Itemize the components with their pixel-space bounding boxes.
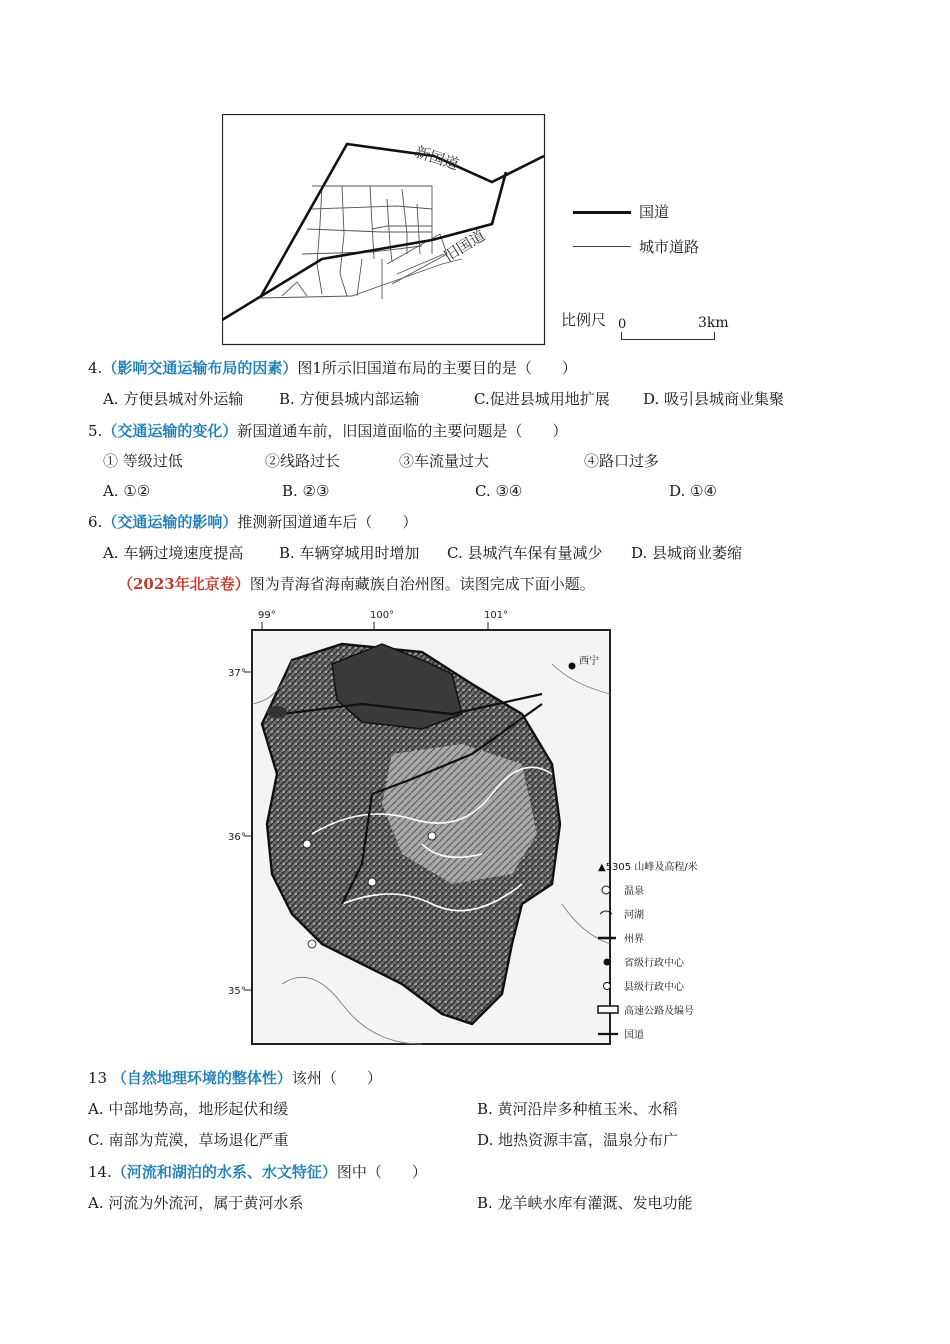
prefecture-map-svg [222, 604, 722, 1046]
legend-river-lake: 河湖 [624, 910, 644, 921]
xining-dot [569, 663, 576, 670]
q5-item-1: ① 等级过低 [103, 452, 183, 470]
scale-zero: 0 [618, 317, 627, 332]
q14-option-a[interactable]: A. 河流为外流河，属于黄河水系 [88, 1194, 304, 1212]
q6-number: 6. [88, 513, 103, 531]
q13-option-b[interactable]: B. 黄河沿岸多种植玉米、水稻 [477, 1100, 678, 1118]
q5-option-d[interactable]: D. ①④ [669, 482, 717, 500]
scale-line [621, 332, 715, 340]
legend-national-road-2: 国道 [624, 1030, 644, 1041]
q5-option-b[interactable]: B. ②③ [282, 482, 330, 500]
q5-item-2: ②线路过长 [265, 452, 341, 470]
lon-label-101: 101° [484, 610, 509, 621]
legend-city-road-text: 城市道路 [639, 238, 700, 256]
legend-peak: ▲5305 山峰及高程/米 [598, 862, 698, 873]
q4-stem-line [88, 357, 577, 379]
q5-number: 5. [88, 422, 103, 440]
q4-option-c[interactable]: C.促进县城用地扩展 [474, 390, 610, 408]
q14-tag: （河流和湖泊的水系、水文特征） [111, 1163, 337, 1181]
q5-item-4: ④路口过多 [584, 452, 660, 470]
scale-max: 3km [698, 315, 729, 331]
q13-stem-line [88, 1067, 382, 1089]
q14-option-b[interactable]: B. 龙羊峡水库有灌溉、发电功能 [477, 1194, 693, 1212]
q13-option-a[interactable]: A. 中部地势高，地形起伏和缓 [88, 1100, 289, 1118]
q4-option-b[interactable]: B. 方便县城内部运输 [279, 390, 420, 408]
intro-source: （2023年北京卷） [118, 575, 250, 593]
legend-county-center: 县级行政中心 [624, 982, 684, 993]
legend-national-road-text: 国道 [639, 203, 670, 221]
legend-highway: 高速公路及编号 [624, 1006, 694, 1017]
q13-option-c[interactable]: C. 南部为荒漠，草场退化严重 [88, 1131, 289, 1149]
q13-tag: （自然地理环境的整体性） [111, 1069, 292, 1087]
scale-label: 比例尺 [561, 311, 607, 329]
q6-option-c[interactable]: C. 县城汽车保有量减少 [447, 544, 603, 562]
lat-label-36: 36° [228, 832, 246, 843]
q6-tag: （交通运输的影响） [102, 513, 238, 531]
q6-option-a[interactable]: A. 车辆过境速度提高 [103, 544, 244, 562]
road-map-svg [222, 114, 547, 346]
intro-text: 图为青海省海南藏族自治州图。读图完成下面小题。 [249, 575, 595, 593]
lon-label-100: 100° [370, 610, 395, 621]
q5-option-a[interactable]: A. ①② [103, 482, 151, 500]
q6-option-d[interactable]: D. 县城商业萎缩 [631, 544, 743, 562]
q5-option-c[interactable]: C. ③④ [475, 482, 523, 500]
legend-state-border: 州界 [624, 934, 644, 945]
legend-province-center: 省级行政中心 [624, 958, 684, 969]
q5-item-3: ③车流量过大 [399, 452, 490, 470]
q6-stem-line [88, 511, 417, 533]
lon-label-99: 99° [258, 610, 276, 621]
lat-label-35: 35° [228, 986, 246, 997]
label-new-road: 新国道 [412, 142, 462, 174]
lat-label-37: 37° [228, 668, 246, 679]
legend-national-road-line [573, 211, 631, 214]
q14-number: 14. [88, 1163, 112, 1181]
q4-tag: （影响交通运输布局的因素） [102, 359, 298, 377]
q6-option-b[interactable]: B. 车辆穿城用时增加 [279, 544, 420, 562]
q4-stem: 图1所示旧国道布局的主要目的是（ ） [297, 359, 577, 377]
q13-number: 13 [88, 1069, 108, 1087]
q4-option-a[interactable]: A. 方便县城对外运输 [103, 390, 244, 408]
q5-stem: 新国道通车前，旧国道面临的主要问题是（ ） [237, 422, 568, 440]
xining-label: 西宁 [579, 656, 599, 667]
legend-city-road-line [573, 246, 631, 247]
legend-hot-spring: 温泉 [624, 886, 644, 897]
intro-line [118, 573, 595, 595]
map2-legend [598, 860, 698, 1041]
q4-number: 4. [88, 359, 103, 377]
q4-option-d[interactable]: D. 吸引县城商业集聚 [643, 390, 785, 408]
small-lake [267, 706, 287, 718]
label-old-road: 旧国道 [440, 226, 489, 266]
q5-stem-line [88, 420, 567, 442]
figure1-road-map [222, 114, 547, 346]
q13-stem: 该州（ ） [291, 1069, 382, 1087]
figure2-map [222, 604, 722, 1046]
q13-option-d[interactable]: D. 地热资源丰富，温泉分布广 [477, 1131, 679, 1149]
q5-tag: （交通运输的变化） [102, 422, 238, 440]
q6-stem: 推测新国道通车后（ ） [237, 513, 418, 531]
q14-stem: 图中（ ） [336, 1163, 427, 1181]
q14-stem-line [88, 1161, 427, 1183]
